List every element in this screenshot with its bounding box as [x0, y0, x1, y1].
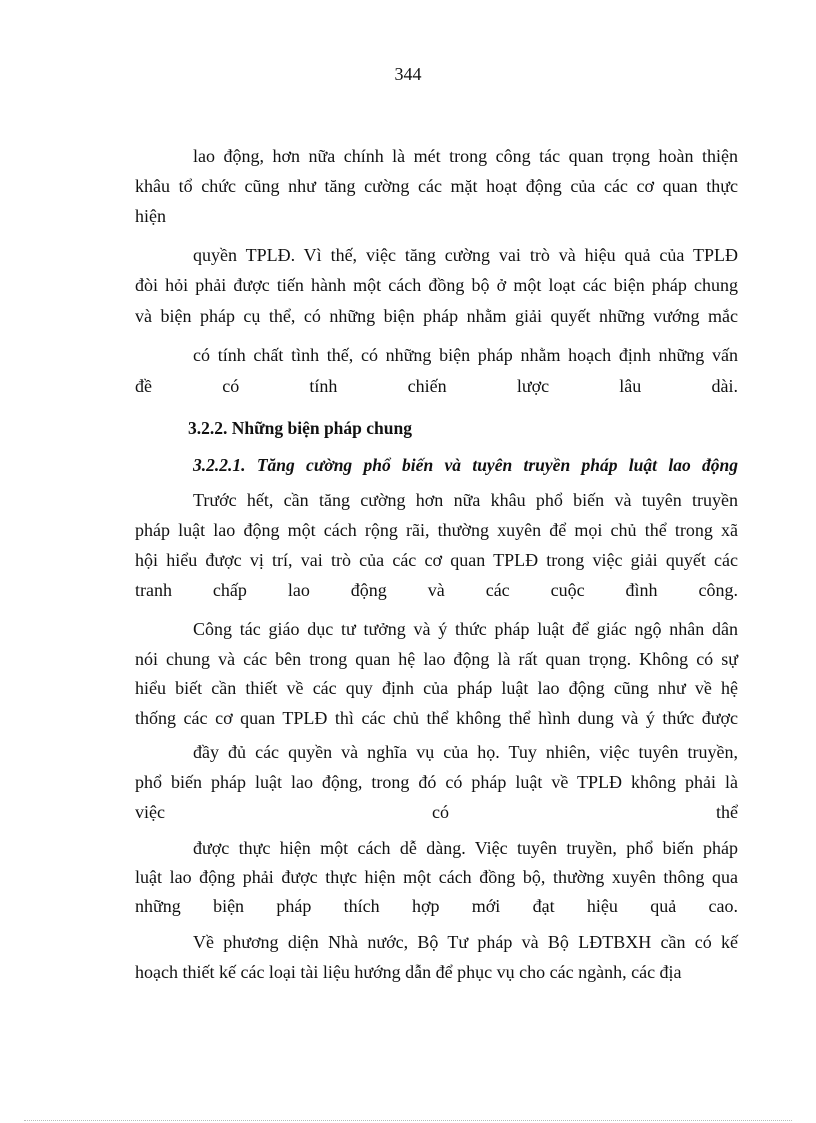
paragraph-line: khâu tổ chức cũng như tăng cường các mặt hoạt động của các cơ quan thực	[135, 176, 738, 196]
paragraph-line: Công tác giáo dục tư tưởng và ý thức pháp luật để giác ngộ nhân dân	[193, 619, 738, 639]
subsection-heading: 3.2.2.1. Tăng cường phổ biến và tuyên truyền pháp luật lao động	[193, 455, 738, 475]
paragraph-line: Về phương diện Nhà nước, Bộ Tư pháp và Bộ LĐTBXH cần có kế	[193, 932, 738, 952]
section-heading: 3.2.2. Những biện pháp chung	[188, 418, 412, 438]
paragraph-line: đòi hỏi phải được tiến hành một cách đồng bộ ở một loạt các biện pháp chung	[135, 275, 738, 295]
paragraph-line: lao động, hơn nữa chính là mét trong công tác quan trọng hoàn thiện	[193, 146, 738, 166]
paragraph-line: việc có thể	[135, 802, 738, 822]
page-bottom-divider	[24, 1120, 792, 1121]
paragraph-line: quyền TPLĐ. Vì thế, việc tăng cường vai trò và hiệu quả của TPLĐ	[193, 245, 738, 265]
paragraph-line: hiểu biết cần thiết về các quy định của pháp luật lao động cũng như về hệ	[135, 678, 738, 698]
paragraph-line: pháp luật lao động một cách rộng rãi, thường xuyên để mọi chủ thể trong xã	[135, 520, 738, 540]
paragraph-line: đề có tính chiến lược lâu dài.	[135, 376, 738, 396]
paragraph-line: được thực hiện một cách dễ dàng. Việc tuyên truyền, phổ biến pháp	[193, 838, 738, 858]
paragraph-line: có tính chất tình thế, có những biện pháp nhằm hoạch định những vấn	[193, 345, 738, 365]
paragraph-line: những biện pháp thích hợp mới đạt hiệu quả cao.	[135, 896, 738, 916]
paragraph-line: đầy đủ các quyền và nghĩa vụ của họ. Tuy nhiên, việc tuyên truyền,	[193, 742, 738, 762]
paragraph-line: thống các cơ quan TPLĐ thì các chủ thể không thể hình dung và ý thức được	[135, 708, 738, 728]
paragraph-line: Trước hết, cần tăng cường hơn nữa khâu phổ biến và tuyên truyền	[193, 490, 738, 510]
paragraph-line: hiện	[135, 206, 166, 226]
paragraph-line: nói chung và các bên trong quan hệ lao động là rất quan trọng. Không có sự	[135, 649, 738, 669]
paragraph-line: tranh chấp lao động và các cuộc đình công.	[135, 580, 738, 600]
paragraph-line: phổ biến pháp luật lao động, trong đó có pháp luật về TPLĐ không phải là	[135, 772, 738, 792]
paragraph-line: hoạch thiết kế các loại tài liệu hướng dẫn để phục vụ cho các ngành, các địa	[135, 962, 682, 982]
paragraph-line: hội hiểu được vị trí, vai trò của các cơ quan TPLĐ trong việc giải quyết các	[135, 550, 738, 570]
page-number: 344	[394, 64, 422, 84]
paragraph-line: luật lao động phải được thực hiện một cách đồng bộ, thường xuyên thông qua	[135, 867, 738, 887]
paragraph-line: và biện pháp cụ thể, có những biện pháp nhằm giải quyết những vướng mắc	[135, 306, 738, 326]
